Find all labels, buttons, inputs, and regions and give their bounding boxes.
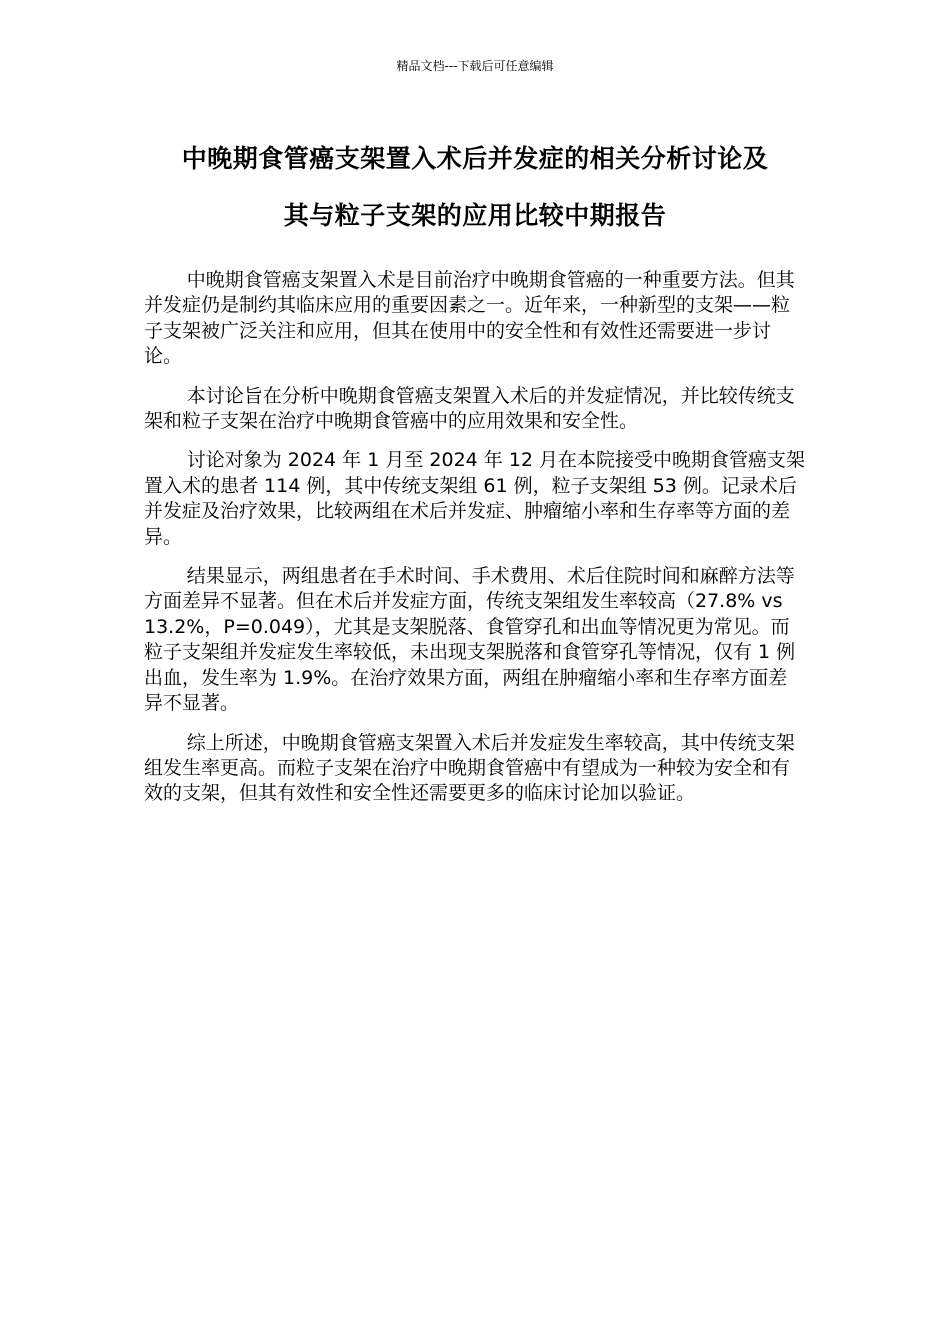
paragraph-methods: 讨论对象为 2024 年 1 月至 2024 年 12 月在本院接受中晚期食管癌支架置入术的患者 114 例，其中传统支架组 61 例，粒子支架组 53 例。记录术后并发症及治疗效果，比较两组在术后并发症、肿瘤缩小率和生存率等方面的差异。 — [144, 449, 806, 548]
document-body — [144, 268, 806, 807]
paragraph-results: 结果显示，两组患者在手术时间、手术费用、术后住院时间和麻醉方法等方面差异不显著。但在术后并发症方面，传统支架组发生率较高（27.8% vs 13.2%，P=0.049），尤其是支架脱落、食管穿孔和出血等情况更为常见。而粒子支架组并发症发生率较低，未出现支架脱落和食管穿孔等情况，仅有 1 例出血，发生率为 1.9%。在治疗效果方面，两组在肿瘤缩小率和生存率方面差异不显著。 — [144, 565, 796, 715]
paragraph-objective: 本讨论旨在分析中晚期食管癌支架置入术后的并发症情况，并比较传统支架和粒子支架在治疗中晚期食管癌中的应用效果和安全性。 — [144, 384, 795, 433]
document-title-line-2: 其与粒子支架的应用比较中期报告 — [283, 201, 667, 230]
document-title-line-1: 中晚期食管癌支架置入术后并发症的相关分析讨论及 — [181, 144, 769, 173]
paragraph-conclusion: 综上所述，中晚期食管癌支架置入术后并发症发生率较高，其中传统支架组发生率更高。而粒子支架在治疗中晚期食管癌中有望成为一种较为安全和有效的支架，但其有效性和安全性还需要更多的临床讨论加以验证。 — [144, 731, 795, 805]
paragraph-introduction: 中晚期食管癌支架置入术是目前治疗中晚期食管癌的一种重要方法。但其并发症仍是制约其临床应用的重要因素之一。近年来，一种新型的支架——粒子支架被广泛关注和应用，但其在使用中的安全性和有效性还需要进一步讨论。 — [144, 269, 795, 368]
header-note: 精品文档---下载后可任意编辑 — [396, 59, 554, 73]
document-title — [120, 130, 830, 244]
